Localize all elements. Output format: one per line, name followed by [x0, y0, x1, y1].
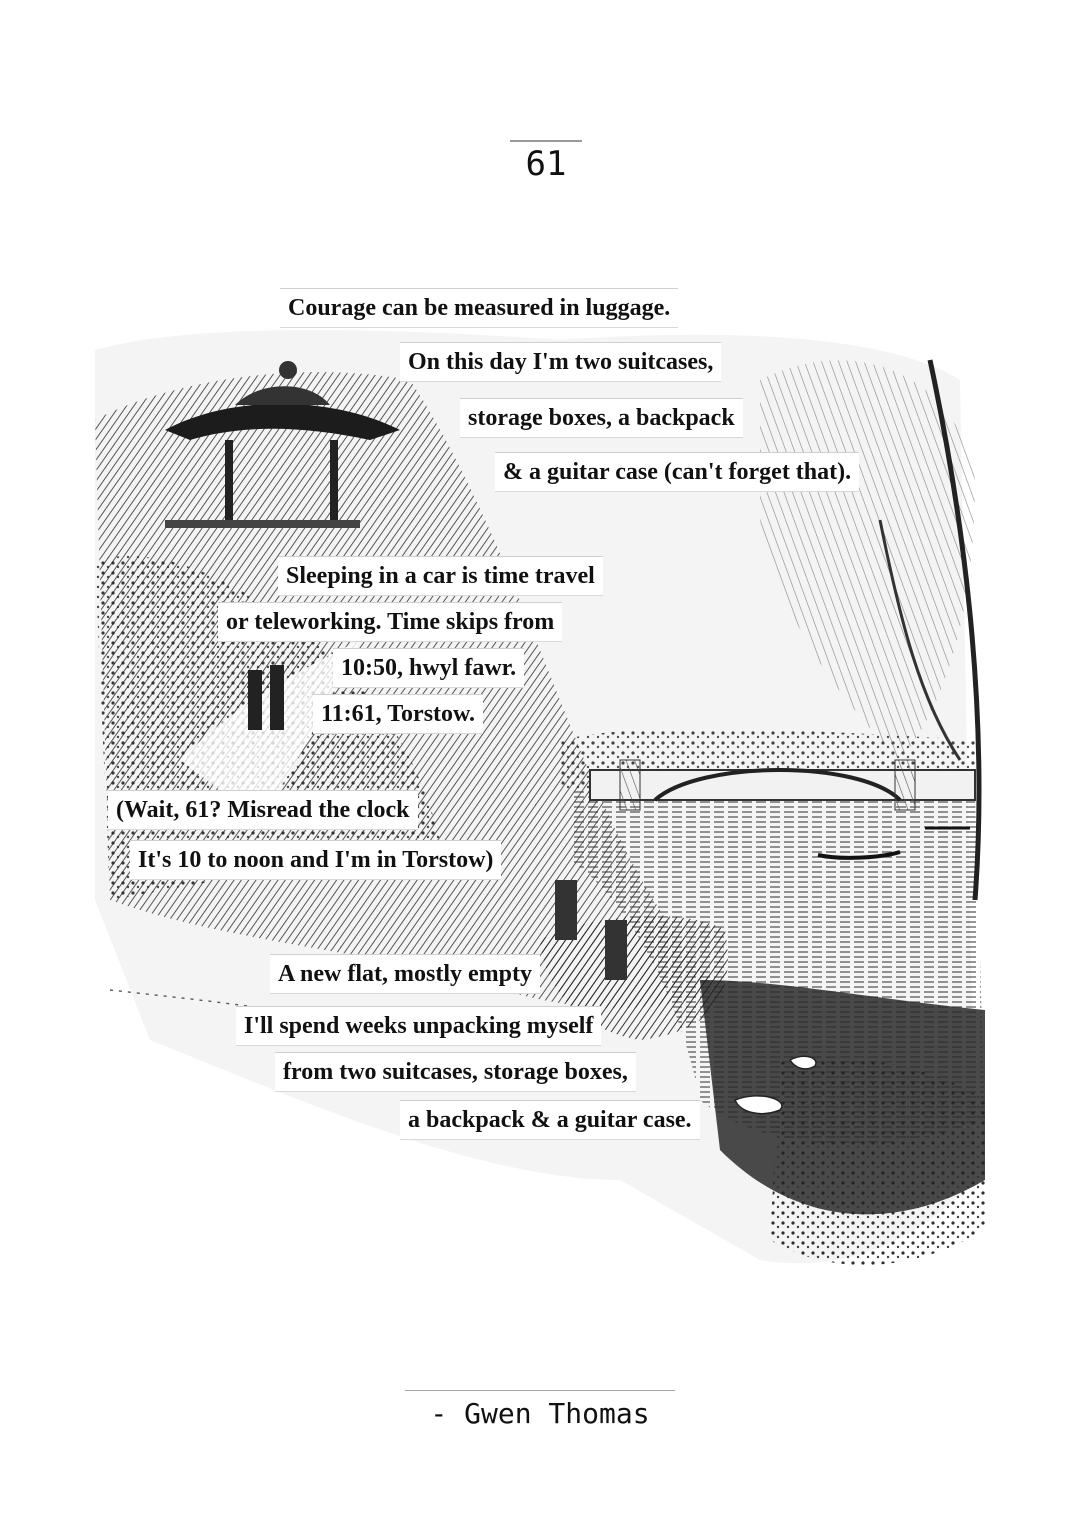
poem-line-3: storage boxes, a backpack	[460, 398, 743, 438]
poem-line-10: It's 10 to noon and I'm in Torstow)	[130, 840, 501, 880]
poem-line-14: a backpack & a guitar case.	[400, 1100, 700, 1140]
page-number: 61	[510, 140, 582, 184]
poem-line-7: 10:50, hwyl fawr.	[333, 648, 524, 688]
poem-line-6: or teleworking. Time skips from	[218, 602, 562, 642]
poem-line-12: I'll spend weeks unpacking myself	[236, 1006, 601, 1046]
poem-line-2: On this day I'm two suitcases,	[400, 342, 721, 382]
poem-line-11: A new flat, mostly empty	[270, 954, 540, 994]
poem-line-5: Sleeping in a car is time travel	[278, 556, 603, 596]
author-signature: - Gwen Thomas	[405, 1390, 675, 1430]
poem-line-1: Courage can be measured in luggage.	[280, 288, 678, 328]
poem-line-9: (Wait, 61? Misread the clock	[108, 790, 418, 830]
poem-line-13: from two suitcases, storage boxes,	[275, 1052, 636, 1092]
poem-line-8: 11:61, Torstow.	[313, 694, 483, 734]
poem-line-4: & a guitar case (can't forget that).	[495, 452, 859, 492]
